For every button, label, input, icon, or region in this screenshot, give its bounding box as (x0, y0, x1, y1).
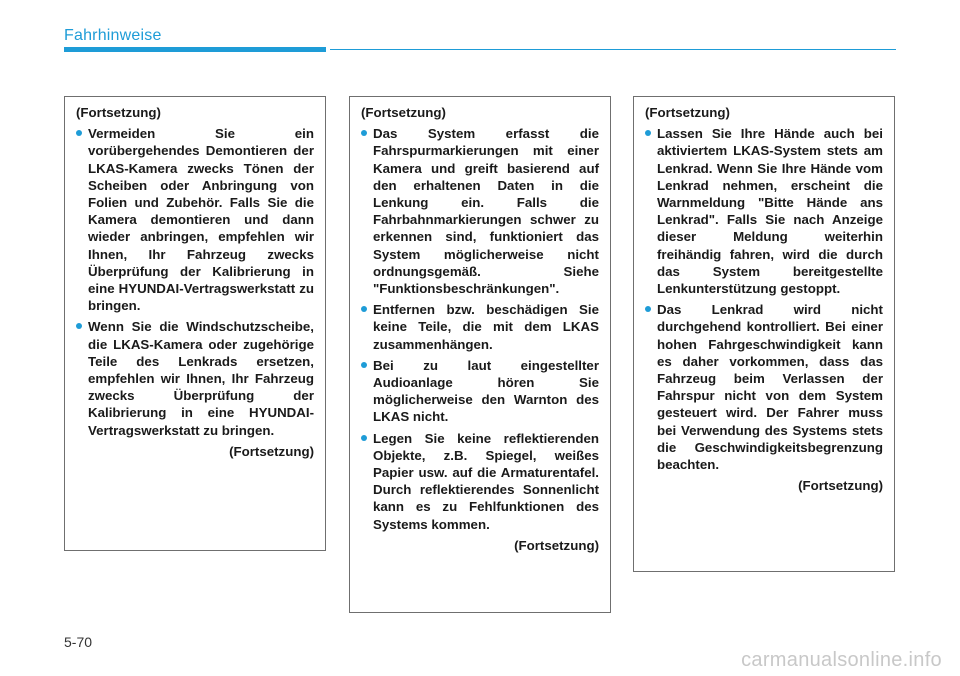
watermark-link[interactable]: carmanualsonline.info (741, 649, 942, 671)
list-item (76, 318, 314, 438)
list-item-text: Wenn Sie die Windschutzscheibe, die LKAS-Kamera oder zugehörige Teile des Lenkrads ersetzen, empfehlen wir Ihnen, Ihr Fahrzeug zwecks Überprüfung der Kalibrierung in eine HYUNDAI-Vertragswerkstatt zu bringen. (88, 319, 314, 438)
caution-box-2 (349, 96, 611, 613)
list-item-text: Bei zu laut eingestellter Audioanlage hören Sie möglicherweise den Warnton des LKAS nicht. (373, 357, 599, 425)
continued-heading: (Fortsetzung) (76, 105, 161, 120)
bullet-icon (645, 306, 651, 312)
bullet-list (645, 125, 883, 473)
list-item-text: Das System erfasst die Fahrspurmarkierungen mit einer Kamera und greift basierend auf den erhaltenen Daten in die Lenkung ein. Falls die Fahrbahnmarkierungen schwer zu erkennen sind, funktioniert das System möglicherweise nicht ordnungsgemäß. Siehe "Funktionsbeschränkungen". (373, 126, 599, 297)
continued-heading: (Fortsetzung) (645, 105, 730, 120)
bullet-list (76, 125, 314, 439)
continued-footer: (Fortsetzung) (514, 537, 599, 553)
continued-footer: (Fortsetzung) (798, 478, 883, 494)
header-rule-thin (330, 49, 896, 50)
list-item (76, 125, 314, 314)
list-item (645, 301, 883, 473)
bullet-list (361, 125, 599, 533)
list-item (361, 430, 599, 533)
bullet-icon (361, 435, 367, 441)
bullet-icon (361, 130, 367, 136)
bullet-icon (645, 130, 651, 136)
list-item (361, 125, 599, 297)
bullet-icon (361, 362, 367, 368)
caution-box-3 (633, 96, 895, 572)
continued-heading: (Fortsetzung) (361, 105, 446, 120)
page-number: 5-70 (64, 634, 93, 650)
list-item-text: Das Lenkrad wird nicht durchgehend kontrolliert. Bei einer hohen Fahrgeschwindigkeit kann es daher vorkommen, dass das Fahrzeug beim Verlassen der Fahrspur nicht von dem System gesteuert wird. Der Fahrer muss bei Verwendung des Systems stets die Geschwindigkeitsbegrenzung beachten. (657, 302, 883, 473)
bullet-icon (76, 130, 82, 136)
list-item (645, 125, 883, 297)
list-item-text: Vermeiden Sie ein vorübergehendes Demontieren der LKAS-Kamera zwecks Tönen der Scheiben oder Anbringung von Folien und Zubehör. Falls Sie die Kamera demontieren und dann wieder anbringen, empfehlen wir Ihnen, Ihr Fahrzeug zwecks Überprüfung der Kalibrierung in eine HYUNDAI-Vertragswerkstatt zu bringen. (88, 126, 314, 314)
list-item (361, 357, 599, 426)
list-item-text: Entfernen bzw. beschädigen Sie keine Teile, die mit dem LKAS zusammenhängen. (373, 302, 599, 352)
header-rule-thick (64, 47, 326, 52)
section-title: Fahrhinweise (64, 27, 162, 44)
list-item-text: Legen Sie keine reflektierenden Objekte, z.B. Spiegel, weißes Papier usw. auf die Armaturentafel. Durch reflektierendes Sonnenlicht kann es zu Fehlfunktionen des Systems kommen. (373, 430, 599, 532)
bullet-icon (361, 306, 367, 312)
caution-box-1 (64, 96, 326, 551)
continued-footer: (Fortsetzung) (229, 443, 314, 459)
list-item (361, 301, 599, 353)
list-item-text: Lassen Sie Ihre Hände auch bei aktiviertem LKAS-System stets am Lenkrad. Wenn Sie Ihre Hände vom Lenkrad nehmen, erscheint die Warnmeldung "Bitte Hände ans Lenkrad". Falls Sie nach Anzeige dieser Meldung weiterhin freihändig fahren, wird die durch das System bereitgestellte Lenkunterstützung gestoppt. (657, 126, 883, 297)
bullet-icon (76, 323, 82, 329)
